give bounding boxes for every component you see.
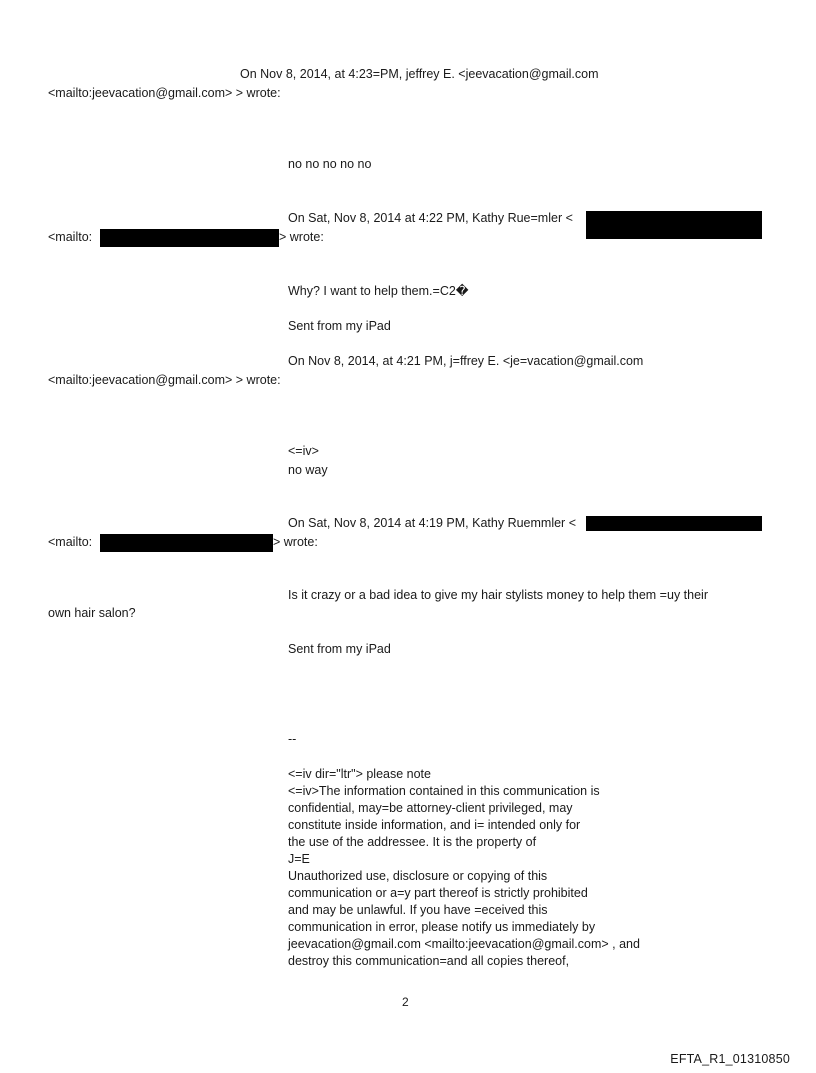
message-body-2: Why? I want to help them.=C2� xyxy=(288,284,469,298)
quote-header-2-line-2: <mailto:jeevacation@gmail.com> > wrote: xyxy=(48,373,281,387)
message-body-1: no no no no no xyxy=(288,157,372,171)
disclaimer-line: jeevacation@gmail.com <mailto:jeevacation@gmail.com> , and xyxy=(288,937,640,951)
redaction-box xyxy=(100,229,279,247)
disclaimer-line: <=iv>The information contained in this communication is xyxy=(288,784,600,798)
quote-mailto-prefix-3: <mailto: xyxy=(48,535,93,549)
quote-wrote-3: > wrote: xyxy=(273,535,318,549)
quote-header-2: On Nov 8, 2014, at 4:21 PM, j=ffrey E. <je=vacation@gmail.com xyxy=(288,354,644,368)
header-line-1: On Nov 8, 2014, at 4:23=PM, jeffrey E. <jeevacation@gmail.com xyxy=(240,67,599,81)
disclaimer-line: confidential, may=be attorney-client privileged, may xyxy=(288,801,573,815)
disclaimer-line: and may be unlawful. If you have =eceived this xyxy=(288,903,548,917)
disclaimer-line: constitute inside information, and i= intended only for xyxy=(288,818,581,832)
message-body-4-line-1: Is it crazy or a bad idea to give my hair stylists money to help them =uy their xyxy=(288,588,708,602)
disclaimer-line: communication or a=y part thereof is strictly prohibited xyxy=(288,886,588,900)
signature-1: Sent from my iPad xyxy=(288,319,391,333)
message-body-4-line-2: own hair salon? xyxy=(48,606,136,620)
disclaimer-line: destroy this communication=and all copies thereof, xyxy=(288,954,570,968)
disclaimer-line: the use of the addressee. It is the property of xyxy=(288,835,537,849)
header-line-2: <mailto:jeevacation@gmail.com> > wrote: xyxy=(48,86,281,100)
signature-2: Sent from my iPad xyxy=(288,642,391,656)
page-number: 2 xyxy=(402,995,409,1009)
disclaimer-line: J=E xyxy=(288,852,310,866)
message-body-3: no way xyxy=(288,463,328,477)
redaction-box xyxy=(100,534,273,552)
quote-header-3: On Sat, Nov 8, 2014 at 4:19 PM, Kathy Ruemmler < xyxy=(288,516,576,530)
redaction-box xyxy=(586,211,762,239)
quote-mailto-prefix-1: <mailto: xyxy=(48,230,93,244)
quote-header-1: On Sat, Nov 8, 2014 at 4:22 PM, Kathy Rue=mler < xyxy=(288,211,573,225)
disclaimer-block xyxy=(288,766,758,970)
quote-wrote-1: > wrote: xyxy=(279,230,324,244)
bates-number: EFTA_R1_01310850 xyxy=(670,1052,790,1066)
disclaimer-line: communication in error, please notify us immediately by xyxy=(288,920,596,934)
html-tag-line: <=iv> xyxy=(288,444,319,458)
disclaimer-line: Unauthorized use, disclosure or copying of this xyxy=(288,869,548,883)
disclaimer-line: <=iv dir="ltr"> please note xyxy=(288,767,431,781)
signature-separator: -- xyxy=(288,732,297,746)
redaction-box xyxy=(586,516,762,531)
